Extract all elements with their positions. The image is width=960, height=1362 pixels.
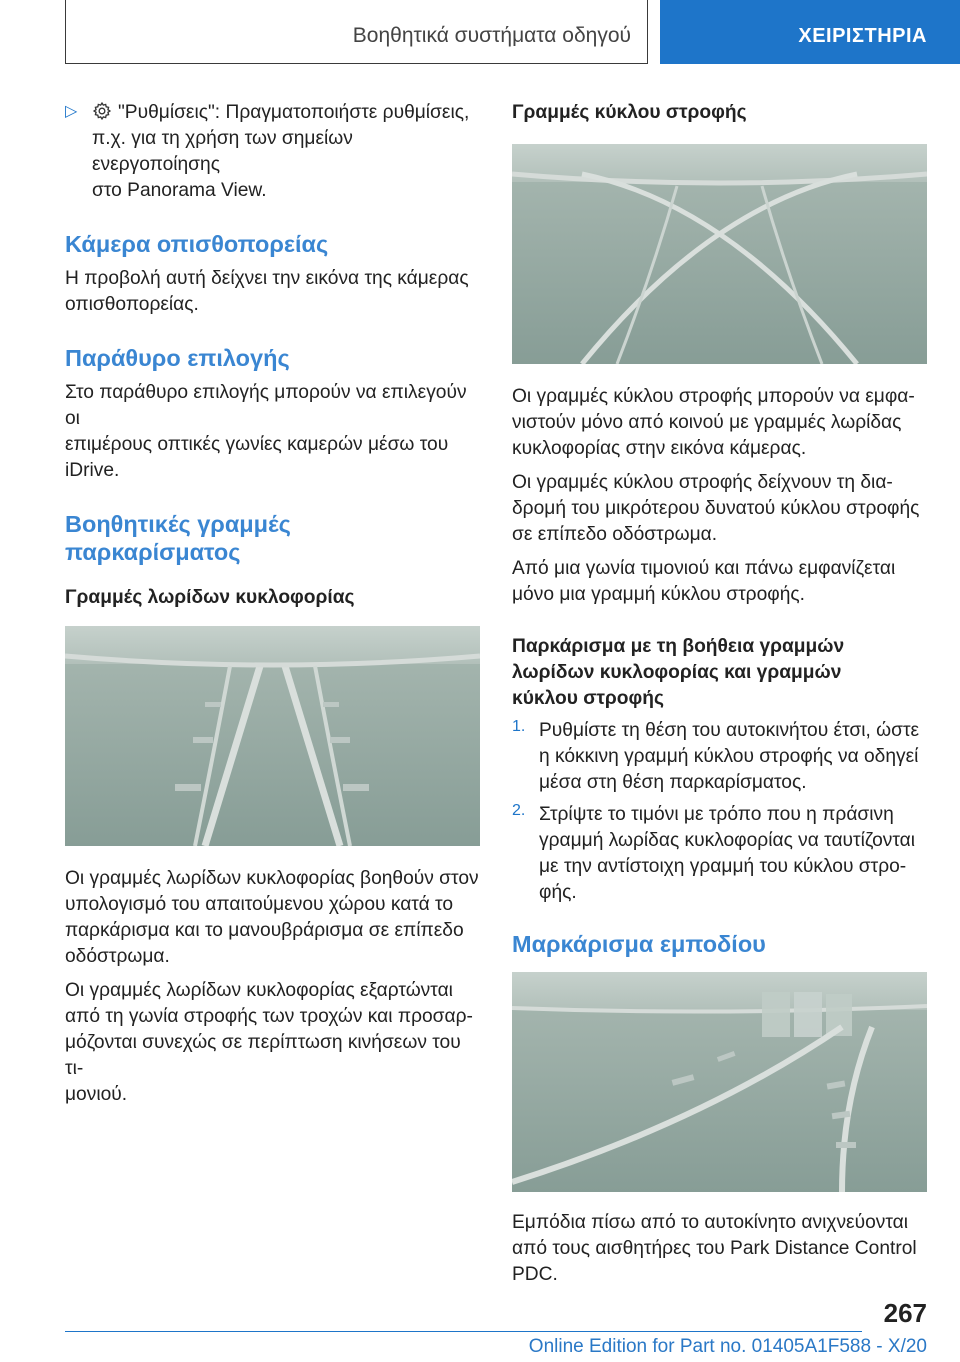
footer-edition: Online Edition for Part no. 01405A1F588 - X/20 [528,1336,927,1357]
heading-line: λωρίδων κυκλοφορίας και γραμμών [512,662,842,683]
heading-line: παρκαρίσματος [65,539,241,565]
text-line: μονιού. [65,1084,128,1105]
rear-camera-heading: Κάμερα οπισθοπορείας [65,231,329,257]
step-item [512,718,927,796]
page-number: 267 [883,1298,927,1328]
settings-bullet [65,100,480,204]
text-line: οπισθοπορείας. [65,294,199,315]
text-line: Εμπόδια πίσω από το αυτοκίνητο ανιχνεύονται [512,1212,909,1233]
footer-divider [65,1331,862,1332]
text-line: η κόκκινη γραμμή κύκλου στροφής να οδηγεί [539,746,919,767]
text-line: φής. [539,882,577,903]
text-line: δρομή του μικρότερου δυνατού κύκλου στροφής [512,498,920,519]
text-line: με την αντίστοιχη γραμμή του κύκλου στρο- [539,856,907,877]
heading-line: κύκλου στροφής [512,688,664,709]
lane-lines-para2 [65,978,480,1108]
triangle-bullet-icon: ▷ [65,103,78,120]
obstacle-text [512,1210,927,1288]
turning-circle-subheading: Γραμμές κύκλου στροφής [512,102,747,123]
turning-circle-para3 [512,556,927,608]
text-line: PDC. [512,1264,558,1285]
step-number: 1. [512,718,526,735]
text-line: σε επίπεδο οδόστρωμα. [512,524,718,545]
obstacle-figure [512,972,927,1192]
lane-lines-subheading: Γραμμές λωρίδων κυκλοφορίας [65,587,355,608]
text-line: Οι γραμμές κύκλου στροφής δείχνουν τη δια- [512,472,893,493]
rear-camera-text [65,266,480,318]
parking-lines-heading [65,510,480,566]
text-line: iDrive. [65,460,120,481]
lane-lines-para1 [65,866,480,970]
turning-circle-para2 [512,470,927,548]
header-title: Βοηθητικά συστήματα οδηγού [352,24,631,47]
heading-line: Παρκάρισμα με τη βοήθεια γραμμών [512,636,845,657]
obstacle-heading: Μαρκάρισμα εμποδίου [512,931,766,957]
header-tab-label: ΧΕΙΡΙΣΤΗΡΙΑ [798,25,927,47]
text-line: Από μια γωνία τιμονιού και πάνω εμφανίζεται [512,558,896,579]
text-line: νιστούν μόνο από κοινού με γραμμές λωρίδας [512,412,902,433]
text-line: μέσα στη θέση παρκαρίσματος. [539,772,807,793]
lane-lines-figure [65,626,480,846]
text-line: από τους αισθητήρες του Park Distance Control [512,1238,917,1259]
text-line: Οι γραμμές λωρίδων κυκλοφορίας βοηθούν στον [65,868,479,889]
text-line: μόνο μια γραμμή κύκλου στροφής. [512,584,805,605]
text-line: υπολογισμό του απαιτούμενου χώρου κατά το [65,894,453,915]
parking-with-lines-subheading [512,634,927,712]
right-column [512,100,927,1288]
step-number: 2. [512,802,526,819]
gear-icon [92,101,112,121]
text-line: Στρίψτε το τιμόνι με τρόπο που η πράσινη [539,804,894,825]
text-line: μόζονται συνεχώς σε περίπτωση κινήσεων του τι- [65,1032,461,1079]
selection-window-text [65,380,480,484]
settings-text-line2: π.χ. για τη χρήση των σημείων ενεργοποίησης [92,128,353,175]
text-line: γραμμή λωρίδας κυκλοφορίας να ταυτίζονται [539,830,916,851]
text-line: Ρυθμίστε τη θέση του αυτοκινήτου έτσι, ώστε [539,720,920,741]
text-line: επιμέρους οπτικές γωνίες καμερών μέσω του [65,434,449,455]
text-line: Στο παράθυρο επιλογής μπορούν να επιλεγούν οι [65,382,467,429]
turning-circle-para1 [512,384,927,462]
text-line: Η προβολή αυτή δείχνει την εικόνα της κάμερας [65,268,469,289]
text-line: κυκλοφορίας στην εικόνα κάμερας. [512,438,807,459]
turning-circle-figure [512,144,927,364]
step-item [512,802,927,906]
selection-window-heading: Παράθυρο επιλογής [65,345,290,371]
settings-text-line3: στο Panorama View. [92,180,267,201]
text-line: παρκάρισμα και το μανουβράρισμα σε επίπεδο [65,920,464,941]
text-line: οδόστρωμα. [65,946,170,967]
text-line: Οι γραμμές κύκλου στροφής μπορούν να εμφα- [512,386,915,407]
heading-line: Βοηθητικές γραμμές [65,511,291,537]
text-line: από τη γωνία στροφής των τροχών και προσαρ- [65,1006,473,1027]
left-column [65,100,480,1108]
settings-text-line1: "Ρυθμίσεις": Πραγματοποιήστε ρυθμίσεις, [118,102,470,123]
text-line: Οι γραμμές λωρίδων κυκλοφορίας εξαρτώνται [65,980,453,1001]
